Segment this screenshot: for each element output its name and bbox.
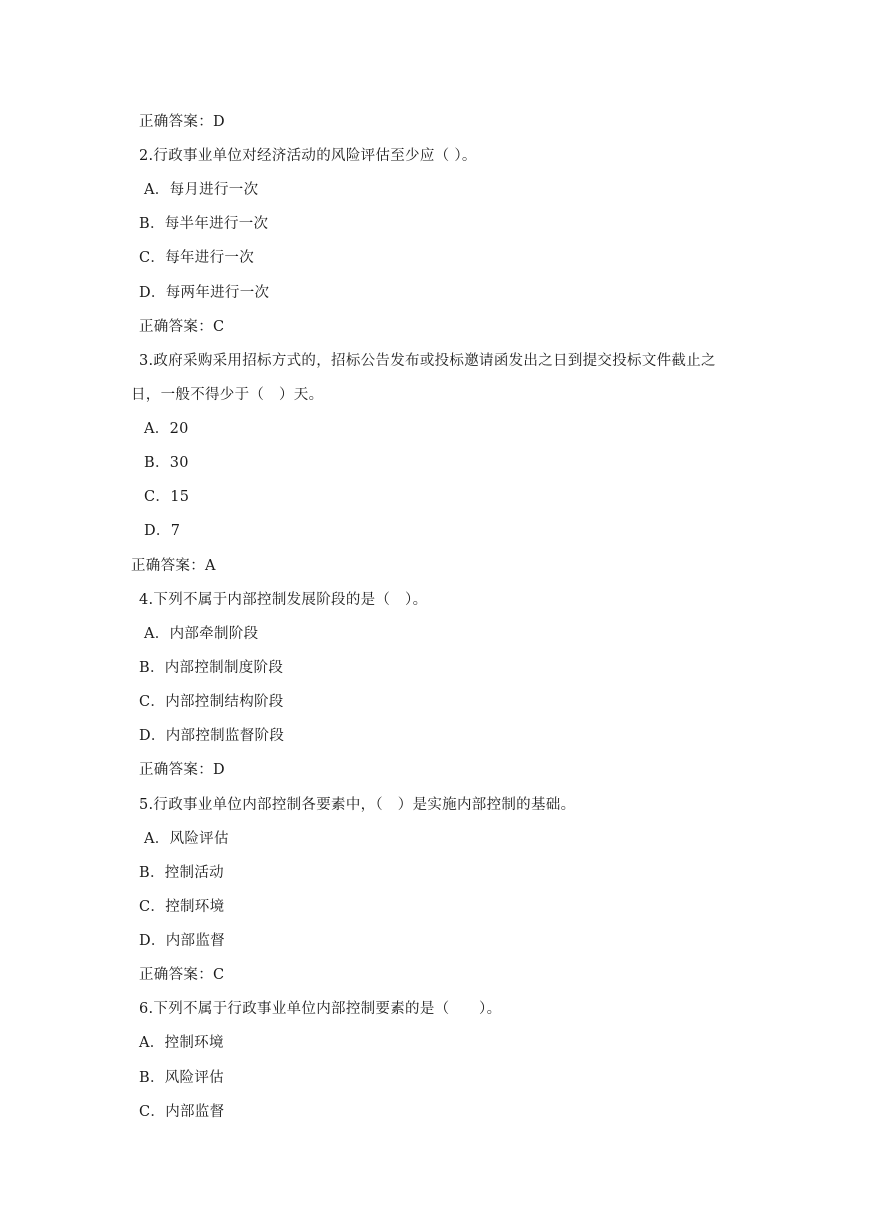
- question-2: 2.行政事业单位对经济活动的风险评估至少应（ ）。: [139, 148, 477, 164]
- answer-q1: 正确答案：D: [139, 114, 225, 130]
- option-4d: D．内部控制监督阶段: [139, 728, 285, 744]
- answer-q5: 正确答案：C: [139, 967, 225, 983]
- option-2a: A．每月进行一次: [144, 182, 259, 198]
- option-5b: B．控制活动: [139, 865, 224, 881]
- option-5d: D．内部监督: [139, 933, 225, 949]
- option-3c: C．15: [144, 489, 190, 505]
- answer-q4: 正确答案：D: [139, 762, 225, 778]
- option-5a: A．风险评估: [144, 831, 229, 847]
- option-3a: A．20: [144, 421, 189, 437]
- option-2c: C．每年进行一次: [139, 250, 254, 266]
- option-3d: D．7: [144, 523, 181, 539]
- answer-q3: 正确答案：A: [131, 558, 216, 574]
- option-6a: A．控制环境: [139, 1035, 224, 1051]
- answer-q2: 正确答案：C: [139, 319, 225, 335]
- option-4c: C．内部控制结构阶段: [139, 694, 284, 710]
- option-2b: B．每半年进行一次: [139, 216, 269, 232]
- question-6: 6.下列不属于行政事业单位内部控制要素的是（ ）。: [139, 1001, 502, 1017]
- question-3-line1: 3.政府采购采用招标方式的，招标公告发布或投标邀请函发出之日到提交投标文件截止之: [139, 353, 716, 369]
- option-6c: C．内部监督: [139, 1104, 225, 1120]
- option-3b: B．30: [144, 455, 189, 471]
- question-5: 5.行政事业单位内部控制各要素中，（ ）是实施内部控制的基础。: [139, 797, 576, 813]
- option-5c: C．控制环境: [139, 899, 225, 915]
- option-4a: A．内部牵制阶段: [144, 626, 259, 642]
- question-4: 4.下列不属于内部控制发展阶段的是（ ）。: [139, 592, 428, 608]
- option-2d: D．每两年进行一次: [139, 285, 270, 301]
- option-4b: B．内部控制制度阶段: [139, 660, 284, 676]
- question-3-line2: 日，一般不得少于（ ）天。: [131, 387, 324, 403]
- option-6b: B．风险评估: [139, 1070, 224, 1086]
